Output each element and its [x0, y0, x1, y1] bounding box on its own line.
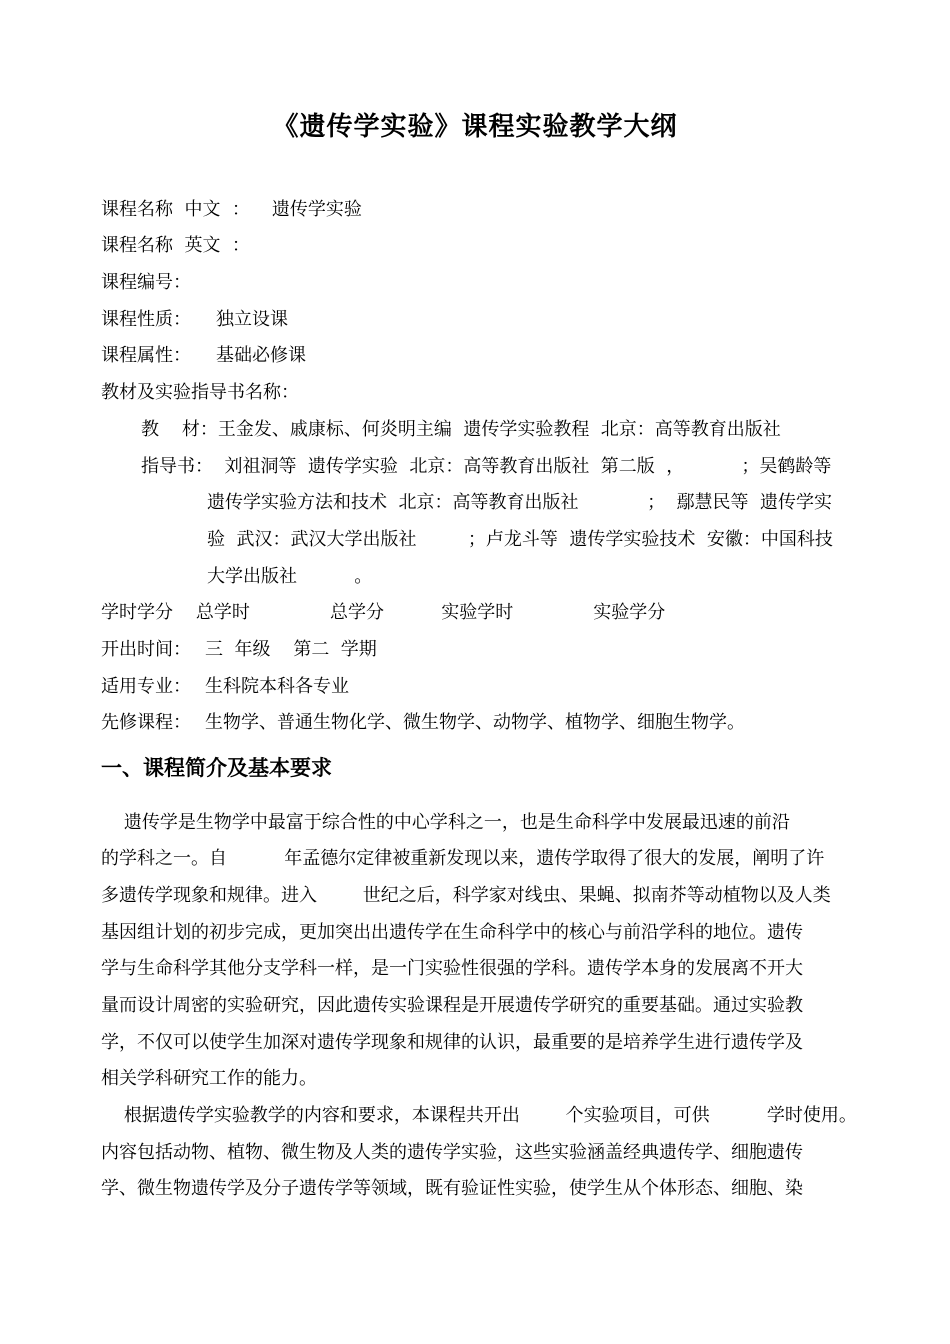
course-code: 课程编号： [101, 272, 191, 293]
course-nature [101, 308, 288, 332]
paragraph-line: 学，不仅可以使学生加深对遗传学现象和规律的认识，最重要的是培养学生进行遗传学及 [101, 1032, 803, 1053]
section-heading: 一、课程简介及基本要求 [101, 756, 332, 780]
guide-line-1: 指导书： 刘祖洞等 遗传学实验 北京：高等教育出版社 第二版 ， ；吴鹤龄等 [141, 456, 832, 477]
course-attribute-value: 基础必修课 [216, 345, 306, 366]
applicable-major [101, 675, 349, 699]
open-time [101, 638, 377, 662]
course-name-cn-value: 遗传学实验 [271, 199, 362, 220]
page-title: 《遗传学实验》课程实验教学大纲 [272, 112, 678, 142]
paragraph-line: 相关学科研究工作的能力。 [101, 1068, 317, 1089]
guide-line-2: 遗传学实验方法和技术 北京：高等教育出版社 ； 鄢慧民等 遗传学实 [207, 492, 832, 513]
paragraph-line: 学、微生物遗传学及分子遗传学等领域，既有验证性实验，使学生从个体形态、细胞、染 [101, 1178, 803, 1199]
course-nature-value: 独立设课 [216, 309, 288, 330]
paragraph-line: 的学科之一。自 年孟德尔定律被重新发现以来，遗传学取得了很大的发展，阐明了许 [101, 848, 825, 869]
paragraph-line: 基因组计划的初步完成，更加突出出遗传学在生命科学中的核心与前沿学科的地位。遗传 [101, 922, 803, 943]
hours-credits: 学时学分 总学时 总学分 实验学时 实验学分 [101, 602, 666, 623]
course-name-en: 课程名称 英文 ： [101, 235, 250, 256]
paragraph-line: 量而设计周密的实验研究，因此遗传实验课程是开展遗传学研究的重要基础。通过实验教 [101, 995, 803, 1016]
prerequisites-label: 先修课程： [101, 712, 191, 733]
prerequisites [101, 711, 745, 735]
prerequisites-value: 生物学、普通生物化学、微生物学、动物学、植物学、细胞生物学。 [205, 712, 745, 733]
paragraph-line: 遗传学是生物学中最富于综合性的中心学科之一，也是生命科学中发展最迅速的前沿 [101, 812, 790, 833]
paragraph-line: 内容包括动物、植物、微生物及人类的遗传学实验，这些实验涵盖经典遗传学、细胞遗传 [101, 1142, 803, 1163]
paragraph-line: 多遗传学现象和规律。进入 世纪之后，科学家对线虫、果蝇、拟南芥等动植物以及人类 [101, 885, 831, 906]
guide-line-3: 验 武汉：武汉大学出版社 ；卢龙斗等 遗传学实验技术 安徽：中国科技 [207, 529, 833, 550]
applicable-major-label: 适用专业： [101, 676, 191, 697]
applicable-major-value: 生科院本科各专业 [205, 676, 349, 697]
course-attribute [101, 344, 306, 368]
course-name-cn [101, 198, 362, 222]
paragraph-line: 根据遗传学实验教学的内容和要求，本课程共开出 个实验项目，可供 学时使用。 [101, 1105, 857, 1126]
guide-line-4: 大学出版社 。 [207, 566, 373, 587]
open-time-label: 开出时间： [101, 639, 191, 660]
textbook-line: 教 材：王金发、戚康标、何炎明主编 遗传学实验教程 北京：高等教育出版社 [141, 419, 781, 440]
textbook-label: 教材及实验指导书名称： [101, 382, 299, 403]
course-attribute-label: 课程属性： [101, 345, 191, 366]
course-name-cn-label: 课程名称 中文 ： [101, 199, 250, 220]
course-nature-label: 课程性质： [101, 309, 191, 330]
paragraph-line: 学与生命科学其他分支学科一样，是一门实验性很强的学科。遗传学本身的发展离不开大 [101, 958, 803, 979]
open-time-value: 三 年级 第二 学期 [205, 639, 377, 660]
